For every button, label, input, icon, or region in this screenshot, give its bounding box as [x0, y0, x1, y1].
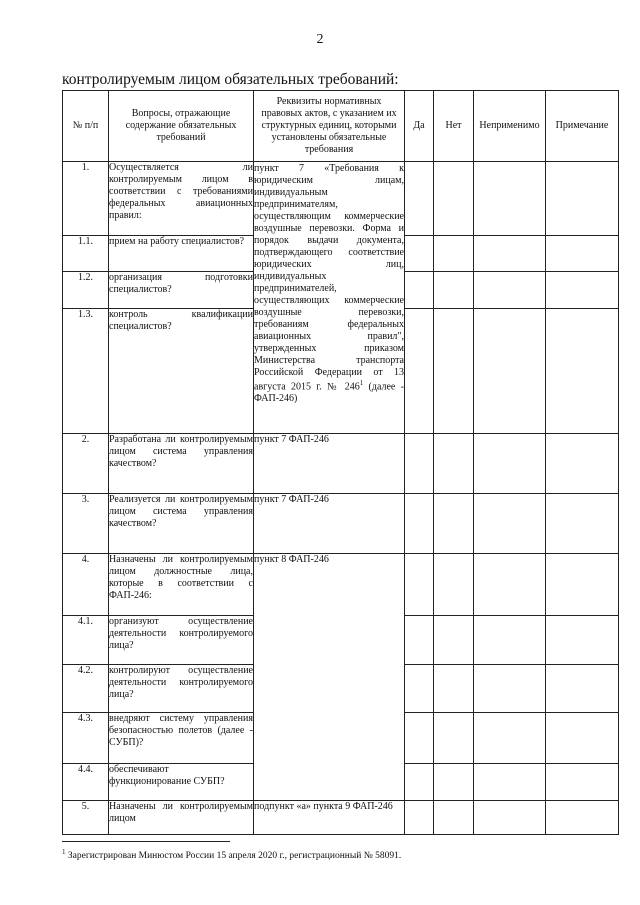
table-row: [63, 554, 619, 616]
row-question: обеспечивают функционирование СУБП?: [109, 764, 254, 801]
row-requisites: пункт 8 ФАП-246: [254, 554, 405, 801]
answer-yes-cell[interactable]: [405, 713, 434, 764]
answer-note-cell[interactable]: [546, 309, 619, 434]
answer-not-applicable-cell[interactable]: [474, 764, 546, 801]
answer-no-cell[interactable]: [434, 162, 474, 236]
answer-no-cell[interactable]: [434, 236, 474, 272]
row-number: 3.: [63, 494, 109, 554]
header-requisites: Реквизиты нормативных правовых актов, с указанием их структурных единиц, которыми установлены обязательные требования: [254, 91, 405, 162]
table-row: [63, 434, 619, 494]
answer-not-applicable-cell[interactable]: [474, 494, 546, 554]
answer-not-applicable-cell[interactable]: [474, 162, 546, 236]
row-requisites: пункт 7 «Требования к юридическим лицам, индивидуальным предпринимателям, осуществляющим коммерческие воздушные перевозки. Форма и порядок выдачи документа, подтверждающего соответствие юридических лиц, индивидуальных предпринимателей, осуществляющих коммерческие воздушные перевозки, требованиям федеральных авиационных правил", утвержденных приказом Министерства транспорта Российской Федерации от 13 августа 2015 г. № $246^1$ (далее - ФАП-246): [254, 162, 405, 434]
row-number: 1.: [63, 162, 109, 236]
page-number: 2: [316, 32, 324, 47]
answer-no-cell[interactable]: [434, 309, 474, 434]
answer-note-cell[interactable]: [546, 665, 619, 713]
header-note: Примечание: [546, 91, 619, 162]
row-question: организуют осуществление деятельности контролируемого лица?: [109, 616, 254, 665]
row-question: Реализуется ли контролируемым лицом система управления качеством?: [109, 494, 254, 554]
table-row: [63, 162, 619, 236]
answer-yes-cell[interactable]: [405, 309, 434, 434]
answer-yes-cell[interactable]: [405, 494, 434, 554]
answer-not-applicable-cell[interactable]: [474, 236, 546, 272]
answer-not-applicable-cell[interactable]: [474, 272, 546, 309]
table-row: [63, 801, 619, 835]
answer-no-cell[interactable]: [434, 801, 474, 835]
answer-yes-cell[interactable]: [405, 236, 434, 272]
answer-no-cell[interactable]: [434, 434, 474, 494]
footnote-mark: 1: [62, 848, 66, 856]
row-requisites: пункт 7 ФАП-246: [254, 494, 405, 554]
row-question: Разработана ли контролируемым лицом система управления качеством?: [109, 434, 254, 494]
row-number: 4.: [63, 554, 109, 616]
row-question: контролируют осуществление деятельности контролируемого лица?: [109, 665, 254, 713]
header-no: Нет: [434, 91, 474, 162]
answer-yes-cell[interactable]: [405, 616, 434, 665]
answer-not-applicable-cell[interactable]: [474, 713, 546, 764]
row-question: внедряют систему управления безопасностью полетов (далее - СУБП)?: [109, 713, 254, 764]
answer-note-cell[interactable]: [546, 764, 619, 801]
row-number: 4.1.: [63, 616, 109, 665]
row-number: 1.1.: [63, 236, 109, 272]
answer-note-cell[interactable]: [546, 236, 619, 272]
answer-note-cell[interactable]: [546, 434, 619, 494]
footnote-text: Зарегистрирован Минюстом России 15 апреля 2020 г., регистрационный № 58091.: [65, 851, 402, 862]
answer-note-cell[interactable]: [546, 616, 619, 665]
answer-yes-cell[interactable]: [405, 764, 434, 801]
answer-note-cell[interactable]: [546, 162, 619, 236]
answer-note-cell[interactable]: [546, 713, 619, 764]
answer-note-cell[interactable]: [546, 494, 619, 554]
answer-yes-cell[interactable]: [405, 665, 434, 713]
row-question: прием на работу специалистов?: [109, 236, 254, 272]
requirements-table: [62, 90, 619, 835]
row-number: 1.2.: [63, 272, 109, 309]
row-question: Назначены ли контролируемым лицом должностные лица, которые в соответствии с ФАП-246:: [109, 554, 254, 616]
row-number: 2.: [63, 434, 109, 494]
answer-yes-cell[interactable]: [405, 434, 434, 494]
header-questions: Вопросы, отражающие содержание обязательных требований: [109, 91, 254, 162]
row-requisites: пункт 7 ФАП-246: [254, 434, 405, 494]
answer-no-cell[interactable]: [434, 554, 474, 616]
answer-yes-cell[interactable]: [405, 162, 434, 236]
footnote-divider: [62, 841, 230, 842]
header-yes: Да: [405, 91, 434, 162]
answer-no-cell[interactable]: [434, 764, 474, 801]
answer-yes-cell[interactable]: [405, 554, 434, 616]
table-row: [63, 494, 619, 554]
row-number: 5.: [63, 801, 109, 835]
section-heading: контролируемым лицом обязательных требований:: [62, 71, 399, 88]
answer-not-applicable-cell[interactable]: [474, 309, 546, 434]
row-number: 4.4.: [63, 764, 109, 801]
answer-not-applicable-cell[interactable]: [474, 665, 546, 713]
answer-yes-cell[interactable]: [405, 801, 434, 835]
answer-not-applicable-cell[interactable]: [474, 554, 546, 616]
row-question: Назначены ли контролируемым лицом: [109, 801, 254, 835]
row-question: Осуществляется ли контролируемым лицом в соответствии с требованиями федеральных авиационных правил:: [109, 162, 254, 236]
header-not-applicable: Неприменимо: [474, 91, 546, 162]
row-number: 1.3.: [63, 309, 109, 434]
answer-no-cell[interactable]: [434, 494, 474, 554]
answer-not-applicable-cell[interactable]: [474, 434, 546, 494]
answer-no-cell[interactable]: [434, 665, 474, 713]
row-number: 4.2.: [63, 665, 109, 713]
row-requisites: подпункт «а» пункта 9 ФАП-246: [254, 801, 405, 835]
header-num: № п/п: [63, 91, 109, 162]
row-question: организация подготовки специалистов?: [109, 272, 254, 309]
answer-note-cell[interactable]: [546, 801, 619, 835]
answer-not-applicable-cell[interactable]: [474, 616, 546, 665]
footnote: [62, 848, 401, 861]
answer-no-cell[interactable]: [434, 616, 474, 665]
answer-yes-cell[interactable]: [405, 272, 434, 309]
row-question: контроль квалификации специалистов?: [109, 309, 254, 434]
answer-note-cell[interactable]: [546, 554, 619, 616]
row-number: 4.3.: [63, 713, 109, 764]
answer-no-cell[interactable]: [434, 272, 474, 309]
answer-no-cell[interactable]: [434, 713, 474, 764]
answer-not-applicable-cell[interactable]: [474, 801, 546, 835]
table-header-row: [63, 91, 619, 162]
answer-note-cell[interactable]: [546, 272, 619, 309]
